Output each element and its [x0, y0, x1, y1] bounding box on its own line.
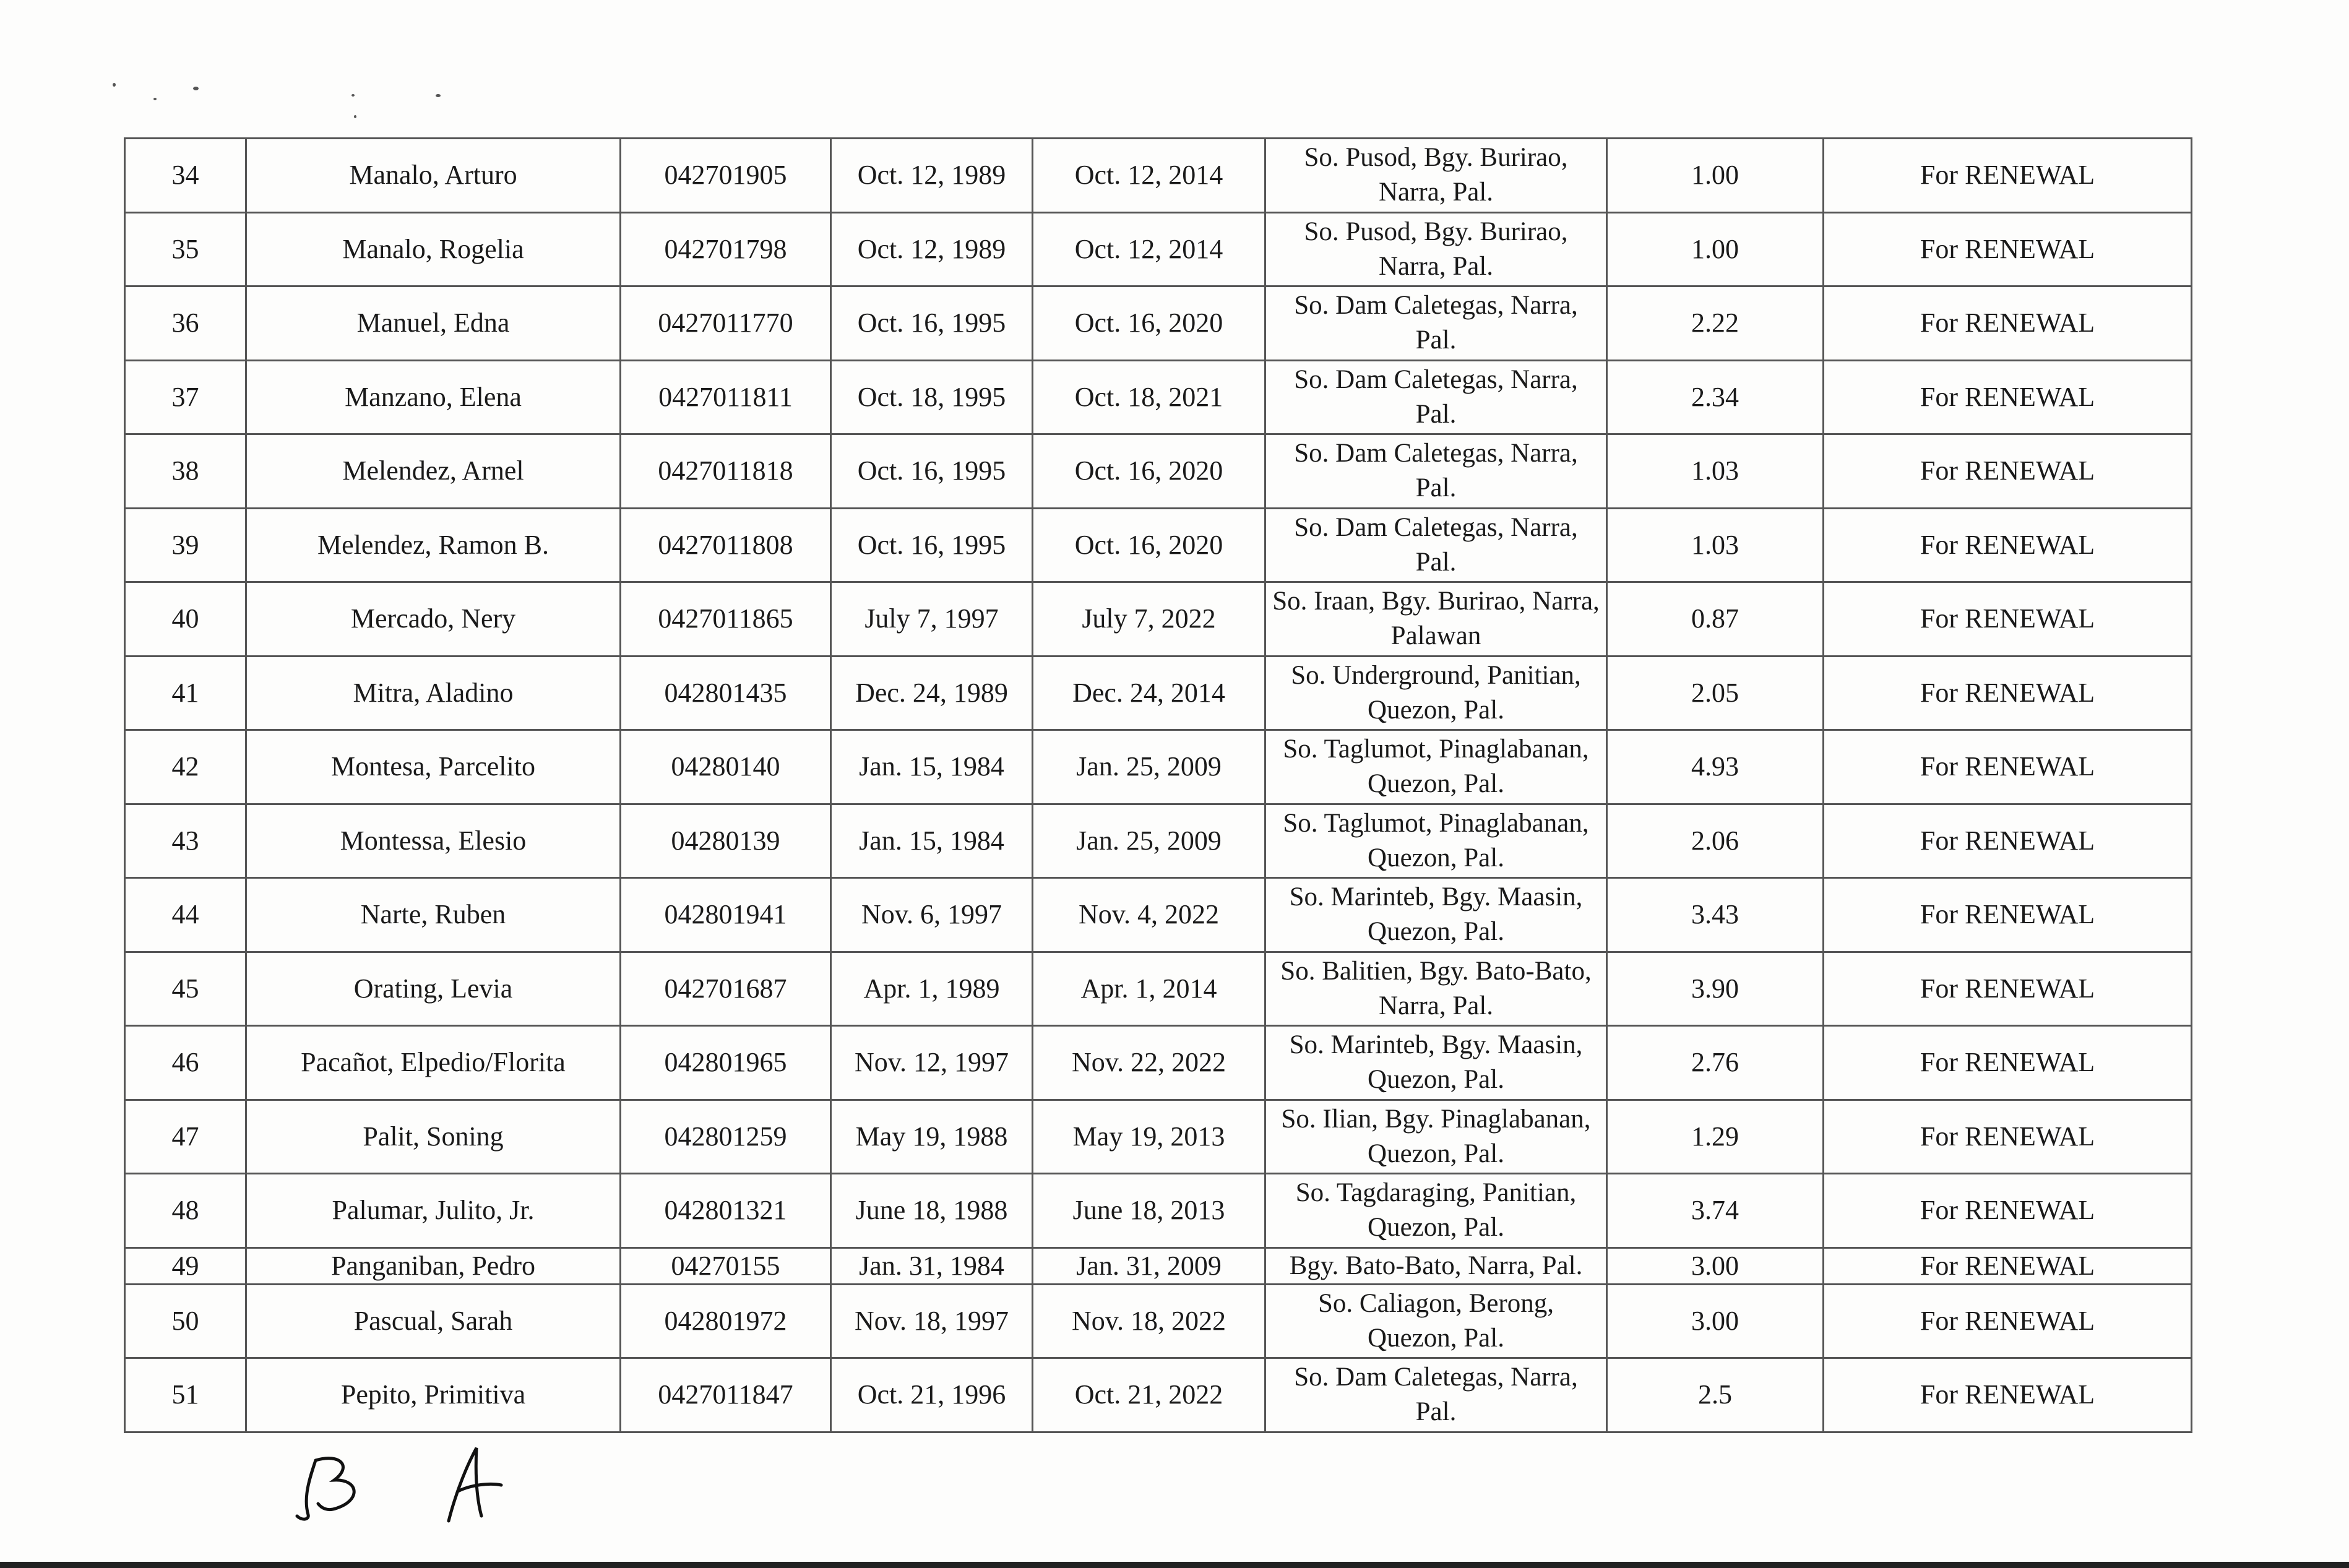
location-cell: So. Dam Caletegas, Narra, Pal.	[1265, 1358, 1607, 1432]
date-expiry-cell: Oct. 16, 2020	[1033, 508, 1265, 582]
name-cell: Melendez, Ramon B.	[246, 508, 621, 582]
name-cell: Mercado, Nery	[246, 582, 621, 657]
table-row	[125, 1026, 2192, 1100]
location-cell: So. Balitien, Bgy. Bato-Bato, Narra, Pal.	[1265, 952, 1607, 1026]
date-issued-cell: Oct. 16, 1995	[831, 286, 1033, 361]
remarks-cell: For RENEWAL	[1824, 212, 2192, 286]
area-cell: 1.03	[1607, 434, 1824, 509]
remarks-cell: For RENEWAL	[1824, 1358, 2192, 1432]
table-row	[125, 952, 2192, 1026]
table-row	[125, 360, 2192, 434]
date-expiry-cell: Nov. 4, 2022	[1033, 878, 1265, 952]
name-cell: Palit, Soning	[246, 1100, 621, 1174]
remarks-cell: For RENEWAL	[1824, 508, 2192, 582]
date-expiry-cell: Oct. 16, 2020	[1033, 286, 1265, 361]
id-number-cell: 0427011811	[621, 360, 831, 434]
date-expiry-cell: Jan. 25, 2009	[1033, 730, 1265, 804]
name-cell: Manalo, Rogelia	[246, 212, 621, 286]
records-body	[125, 139, 2192, 1432]
id-number-cell: 042801965	[621, 1026, 831, 1100]
date-expiry-cell: June 18, 2013	[1033, 1174, 1265, 1248]
location-cell: So. Marinteb, Bgy. Maasin, Quezon, Pal.	[1265, 878, 1607, 952]
id-number-cell: 0427011865	[621, 582, 831, 657]
table-row	[125, 878, 2192, 952]
location-cell: So. Taglumot, Pinaglabanan, Quezon, Pal.	[1265, 804, 1607, 878]
date-issued-cell: Apr. 1, 1989	[831, 952, 1033, 1026]
location-cell: So. Dam Caletegas, Narra, Pal.	[1265, 434, 1607, 509]
row-number-cell: 36	[125, 286, 246, 361]
location-cell: So. Pusod, Bgy. Burirao, Narra, Pal.	[1265, 139, 1607, 213]
date-issued-cell: Dec. 24, 1989	[831, 656, 1033, 730]
id-number-cell: 0427011847	[621, 1358, 831, 1432]
row-number-cell: 42	[125, 730, 246, 804]
row-number-cell: 38	[125, 434, 246, 509]
remarks-cell: For RENEWAL	[1824, 1174, 2192, 1248]
date-expiry-cell: Apr. 1, 2014	[1033, 952, 1265, 1026]
scan-bottom-edge	[0, 1562, 2349, 1568]
date-expiry-cell: May 19, 2013	[1033, 1100, 1265, 1174]
area-cell: 0.87	[1607, 582, 1824, 657]
row-number-cell: 48	[125, 1174, 246, 1248]
date-expiry-cell: Oct. 18, 2021	[1033, 360, 1265, 434]
date-issued-cell: Nov. 6, 1997	[831, 878, 1033, 952]
id-number-cell: 04280140	[621, 730, 831, 804]
id-number-cell: 042801321	[621, 1174, 831, 1248]
row-number-cell: 40	[125, 582, 246, 657]
id-number-cell: 04270155	[621, 1247, 831, 1284]
date-issued-cell: May 19, 1988	[831, 1100, 1033, 1174]
row-number-cell: 50	[125, 1284, 246, 1358]
scan-specks	[105, 79, 476, 129]
date-expiry-cell: Jan. 25, 2009	[1033, 804, 1265, 878]
scan-speck	[193, 87, 199, 90]
table-row	[125, 139, 2192, 213]
row-number-cell: 41	[125, 656, 246, 730]
row-number-cell: 47	[125, 1100, 246, 1174]
name-cell: Melendez, Arnel	[246, 434, 621, 509]
date-issued-cell: Jan. 15, 1984	[831, 804, 1033, 878]
table-row	[125, 1174, 2192, 1248]
area-cell: 2.5	[1607, 1358, 1824, 1432]
name-cell: Pepito, Primitiva	[246, 1358, 621, 1432]
remarks-cell: For RENEWAL	[1824, 1026, 2192, 1100]
area-cell: 3.00	[1607, 1284, 1824, 1358]
row-number-cell: 37	[125, 360, 246, 434]
id-number-cell: 0427011770	[621, 286, 831, 361]
location-cell: So. Taglumot, Pinaglabanan, Quezon, Pal.	[1265, 730, 1607, 804]
name-cell: Narte, Ruben	[246, 878, 621, 952]
date-issued-cell: Jan. 31, 1984	[831, 1247, 1033, 1284]
remarks-cell: For RENEWAL	[1824, 434, 2192, 509]
date-issued-cell: June 18, 1988	[831, 1174, 1033, 1248]
id-number-cell: 04280139	[621, 804, 831, 878]
row-number-cell: 51	[125, 1358, 246, 1432]
date-issued-cell: Oct. 21, 1996	[831, 1358, 1033, 1432]
date-issued-cell: July 7, 1997	[831, 582, 1033, 657]
name-cell: Manuel, Edna	[246, 286, 621, 361]
scan-speck	[113, 83, 116, 87]
table-row	[125, 582, 2192, 657]
date-expiry-cell: Dec. 24, 2014	[1033, 656, 1265, 730]
area-cell: 3.90	[1607, 952, 1824, 1026]
name-cell: Mitra, Aladino	[246, 656, 621, 730]
name-cell: Montessa, Elesio	[246, 804, 621, 878]
scan-speck	[153, 98, 157, 100]
area-cell: 3.74	[1607, 1174, 1824, 1248]
location-cell: So. Dam Caletegas, Narra, Pal.	[1265, 508, 1607, 582]
row-number-cell: 49	[125, 1247, 246, 1284]
name-cell: Montesa, Parcelito	[246, 730, 621, 804]
area-cell: 2.06	[1607, 804, 1824, 878]
area-cell: 2.76	[1607, 1026, 1824, 1100]
name-cell: Manalo, Arturo	[246, 139, 621, 213]
location-cell: So. Underground, Panitian, Quezon, Pal.	[1265, 656, 1607, 730]
date-issued-cell: Nov. 12, 1997	[831, 1026, 1033, 1100]
date-issued-cell: Oct. 18, 1995	[831, 360, 1033, 434]
date-expiry-cell: Nov. 22, 2022	[1033, 1026, 1265, 1100]
location-cell: So. Marinteb, Bgy. Maasin, Quezon, Pal.	[1265, 1026, 1607, 1100]
row-number-cell: 35	[125, 212, 246, 286]
id-number-cell: 042701798	[621, 212, 831, 286]
table-row	[125, 1100, 2192, 1174]
handwritten-initials	[291, 1442, 538, 1528]
area-cell: 1.03	[1607, 508, 1824, 582]
remarks-cell: For RENEWAL	[1824, 360, 2192, 434]
id-number-cell: 042701687	[621, 952, 831, 1026]
table-row	[125, 1247, 2192, 1284]
remarks-cell: For RENEWAL	[1824, 1284, 2192, 1358]
date-issued-cell: Oct. 12, 1989	[831, 139, 1033, 213]
row-number-cell: 44	[125, 878, 246, 952]
records-table	[124, 137, 2192, 1433]
name-cell: Palumar, Julito, Jr.	[246, 1174, 621, 1248]
name-cell: Pacañot, Elpedio/Florita	[246, 1026, 621, 1100]
date-issued-cell: Jan. 15, 1984	[831, 730, 1033, 804]
date-issued-cell: Oct. 16, 1995	[831, 508, 1033, 582]
remarks-cell: For RENEWAL	[1824, 730, 2192, 804]
remarks-cell: For RENEWAL	[1824, 139, 2192, 213]
location-cell: So. Pusod, Bgy. Burirao, Narra, Pal.	[1265, 212, 1607, 286]
remarks-cell: For RENEWAL	[1824, 656, 2192, 730]
id-number-cell: 042801259	[621, 1100, 831, 1174]
remarks-cell: For RENEWAL	[1824, 952, 2192, 1026]
area-cell: 4.93	[1607, 730, 1824, 804]
date-issued-cell: Nov. 18, 1997	[831, 1284, 1033, 1358]
id-number-cell: 0427011808	[621, 508, 831, 582]
id-number-cell: 042801435	[621, 656, 831, 730]
area-cell: 3.00	[1607, 1247, 1824, 1284]
date-expiry-cell: July 7, 2022	[1033, 582, 1265, 657]
name-cell: Pascual, Sarah	[246, 1284, 621, 1358]
id-number-cell: 042801941	[621, 878, 831, 952]
area-cell: 1.29	[1607, 1100, 1824, 1174]
table-row	[125, 434, 2192, 509]
date-expiry-cell: Nov. 18, 2022	[1033, 1284, 1265, 1358]
table-row	[125, 1284, 2192, 1358]
date-issued-cell: Oct. 16, 1995	[831, 434, 1033, 509]
date-expiry-cell: Oct. 12, 2014	[1033, 212, 1265, 286]
date-expiry-cell: Oct. 16, 2020	[1033, 434, 1265, 509]
table-row	[125, 1358, 2192, 1432]
area-cell: 2.22	[1607, 286, 1824, 361]
location-cell: So. Dam Caletegas, Narra, Pal.	[1265, 286, 1607, 361]
row-number-cell: 39	[125, 508, 246, 582]
location-cell: Bgy. Bato-Bato, Narra, Pal.	[1265, 1247, 1607, 1284]
remarks-cell: For RENEWAL	[1824, 804, 2192, 878]
scan-speck	[436, 94, 441, 97]
id-number-cell: 042801972	[621, 1284, 831, 1358]
location-cell: So. Caliagon, Berong, Quezon, Pal.	[1265, 1284, 1607, 1358]
table-row	[125, 212, 2192, 286]
location-cell: So. Iraan, Bgy. Burirao, Narra, Palawan	[1265, 582, 1607, 657]
row-number-cell: 46	[125, 1026, 246, 1100]
row-number-cell: 34	[125, 139, 246, 213]
remarks-cell: For RENEWAL	[1824, 1247, 2192, 1284]
location-cell: So. Tagdaraging, Panitian, Quezon, Pal.	[1265, 1174, 1607, 1248]
table-row	[125, 804, 2192, 878]
row-number-cell: 43	[125, 804, 246, 878]
date-expiry-cell: Jan. 31, 2009	[1033, 1247, 1265, 1284]
name-cell: Panganiban, Pedro	[246, 1247, 621, 1284]
area-cell: 2.05	[1607, 656, 1824, 730]
date-expiry-cell: Oct. 12, 2014	[1033, 139, 1265, 213]
date-issued-cell: Oct. 12, 1989	[831, 212, 1033, 286]
remarks-cell: For RENEWAL	[1824, 878, 2192, 952]
area-cell: 3.43	[1607, 878, 1824, 952]
id-number-cell: 042701905	[621, 139, 831, 213]
name-cell: Manzano, Elena	[246, 360, 621, 434]
area-cell: 2.34	[1607, 360, 1824, 434]
location-cell: So. Dam Caletegas, Narra, Pal.	[1265, 360, 1607, 434]
location-cell: So. Ilian, Bgy. Pinaglabanan, Quezon, Pal.	[1265, 1100, 1607, 1174]
table-row	[125, 730, 2192, 804]
area-cell: 1.00	[1607, 139, 1824, 213]
name-cell: Orating, Levia	[246, 952, 621, 1026]
area-cell: 1.00	[1607, 212, 1824, 286]
row-number-cell: 45	[125, 952, 246, 1026]
remarks-cell: For RENEWAL	[1824, 582, 2192, 657]
date-expiry-cell: Oct. 21, 2022	[1033, 1358, 1265, 1432]
table-row	[125, 286, 2192, 361]
table-row	[125, 508, 2192, 582]
id-number-cell: 0427011818	[621, 434, 831, 509]
scan-speck	[354, 115, 356, 118]
remarks-cell: For RENEWAL	[1824, 286, 2192, 361]
scan-speck	[351, 94, 355, 97]
table-row	[125, 656, 2192, 730]
remarks-cell: For RENEWAL	[1824, 1100, 2192, 1174]
